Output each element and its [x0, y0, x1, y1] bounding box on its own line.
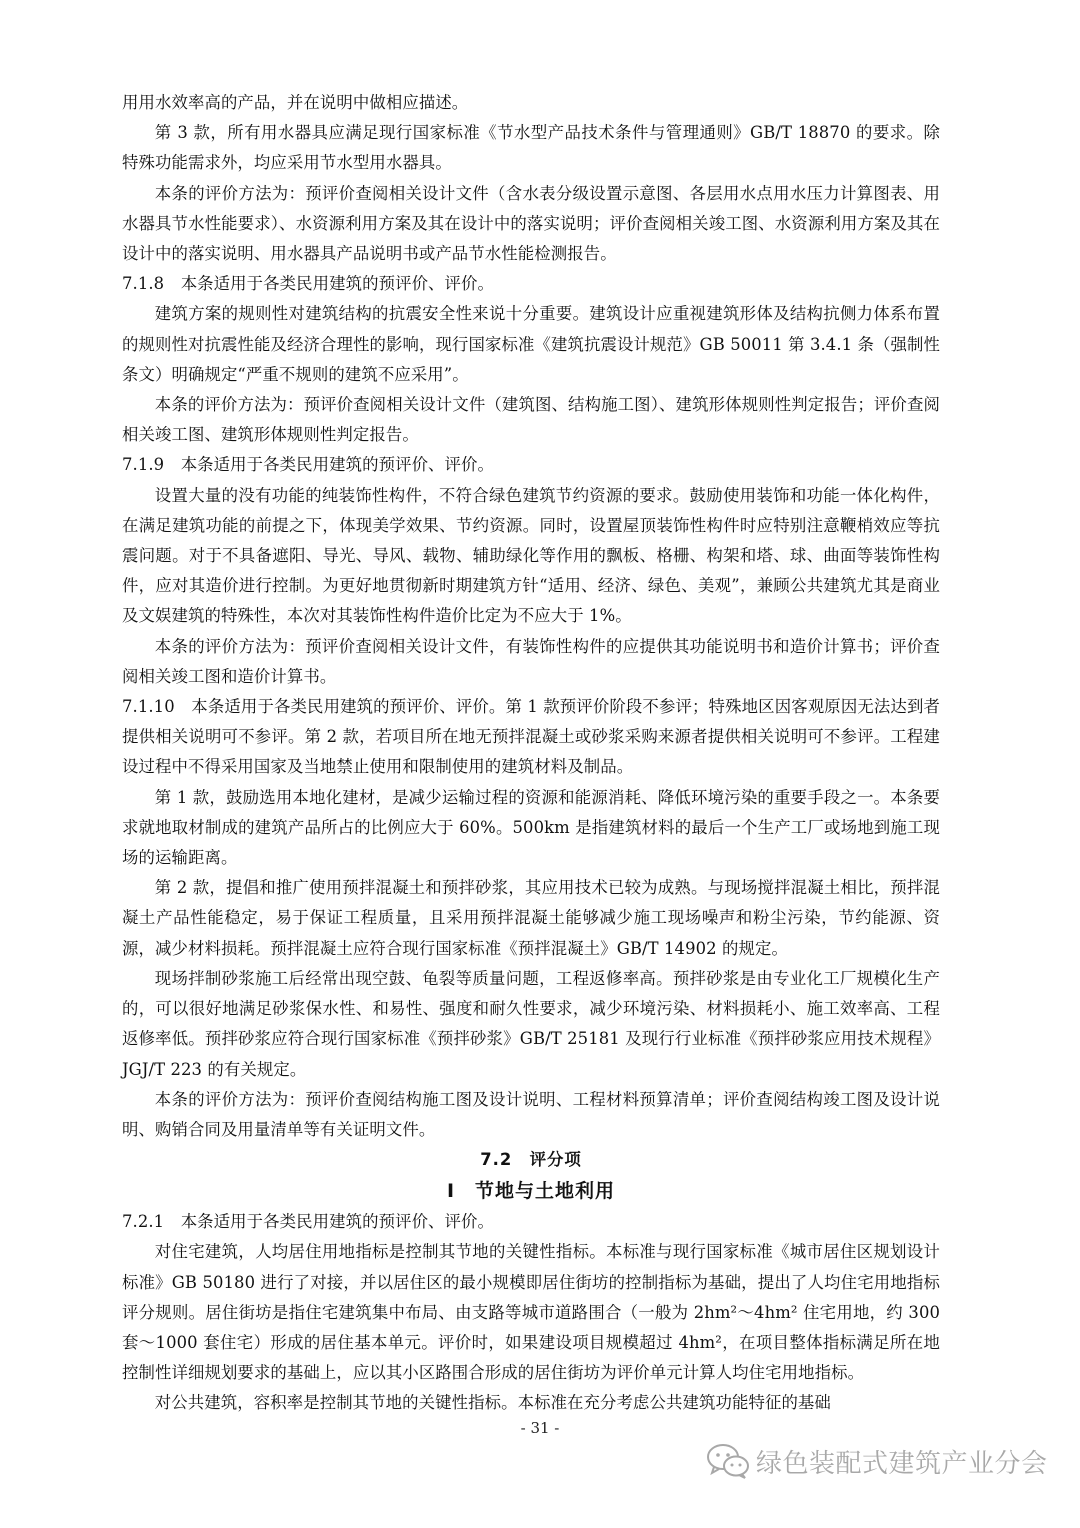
paragraph-8: 设置大量的没有功能的纯装饰性构件，不符合绿色建筑节约资源的要求。鼓励使用装饰和功能一体化构件，在满足建筑功能的前提之下，体现美学效果、节约资源。同时，设置屋顶装饰性构件时应特别注意鞭梢效应等抗震问题。对于不具备遮阳、导光、导风、载物、辅助绿化等作用的飘板、格栅、构架和塔、球、曲面等装饰性构件，应对其造价进行控制。为更好地贯彻新时期建筑方针“适用、经济、绿色、美观”，兼顾公共建筑尤其是商业及文娱建筑的特殊性，本次对其装饰性构件造价比定为不应大于 1%。 — [122, 485, 940, 626]
paragraph-6: 本条的评价方法为：预评价查阅相关设计文件（建筑图、结构施工图）、建筑形体规则性判定报告；评价查阅相关竣工图、建筑形体规则性判定报告。 — [122, 395, 940, 445]
clause-7-2-1: 7.2.1 本条适用于各类民用建筑的预评价、评价。 — [122, 1212, 495, 1232]
wechat-icon — [706, 1442, 750, 1480]
paragraph-14: 本条的评价方法为：预评价查阅结构施工图及设计说明、工程材料预算清单；评价查阅结构竣工图及设计说明、购销合同及用量清单等有关证明文件。 — [122, 1089, 940, 1139]
clause-7-1-9: 7.1.9 本条适用于各类民用建筑的预评价、评价。 — [122, 455, 495, 475]
paragraph-2: 第 3 款，所有用水器具应满足现行国家标准《节水型产品技术条件与管理通则》GB/T 18870 的要求。除特殊功能需求外，均应采用节水型用水器具。 — [122, 123, 940, 173]
paragraph-17: 对公共建筑，容积率是控制其节地的关键性指标。本标准在充分考虑公共建筑功能特征的基础 — [154, 1393, 831, 1413]
paragraph-1: 用用水效率高的产品，并在说明中做相应描述。 — [122, 93, 469, 112]
page-number: - 31 - — [520, 1419, 560, 1437]
clause-7-1-8: 7.1.8 本条适用于各类民用建筑的预评价、评价。 — [122, 274, 495, 294]
sub-title: Ⅰ 节地与土地利用 — [446, 1180, 616, 1203]
watermark — [706, 1436, 1048, 1486]
clause-7-1-10: 7.1.10 本条适用于各类民用建筑的预评价、评价。第 1 款预评价阶段不参评；特殊地区因客观原因无法达到者提供相关说明可不参评。第 2 款，若项目所在地无预拌混凝土或砂浆采购来源者提供相关说明可不参评。工程建设过程中不得采用国家及当地禁止使用和限制使用的建筑材料及制品。 — [122, 697, 940, 777]
paragraph-12: 第 2 款，提倡和推广使用预拌混凝土和预拌砂浆，其应用技术已较为成熟。与现场搅拌混凝土相比，预拌混凝土产品性能稳定，易于保证工程质量，且采用预拌混凝土能够减少施工现场噪声和粉尘污染，节约能源、资源，减少材料损耗。预拌混凝土应符合现行国家标准《预拌混凝土》GB/T 14902 的规定。 — [122, 878, 940, 958]
paragraph-5: 建筑方案的规则性对建筑结构的抗震安全性来说十分重要。建筑设计应重视建筑形体及结构抗侧力体系布置的规则性对抗震性能及经济合理性的影响，现行国家标准《建筑抗震设计规范》GB 50011 第 3.4.1 条（强制性条文）明确规定“严重不规则的建筑不应采用”。 — [122, 304, 940, 384]
document-body — [122, 88, 940, 1419]
paragraph-13: 现场拌制砂浆施工后经常出现空鼓、龟裂等质量问题，工程返修率高。预拌砂浆是由专业化工厂规模化生产的，可以很好地满足砂浆保水性、和易性、强度和耐久性要求，减少环境污染、材料损耗小、施工效率高、工程返修率低。预拌砂浆应符合现行国家标准《预拌砂浆》GB/T 25181 及现行行业标准《预拌砂浆应用技术规程》JGJ/T 223 的有关规定。 — [122, 968, 940, 1079]
paragraph-9: 本条的评价方法为：预评价查阅相关设计文件，有装饰性构件的应提供其功能说明书和造价计算书；评价查阅相关竣工图和造价计算书。 — [122, 636, 940, 686]
paragraph-16: 对住宅建筑，人均居住用地指标是控制其节地的关键性指标。本标准与现行国家标准《城市居住区规划设计标准》GB 50180 进行了对接，并以居住区的最小规模即居住街坊的控制指标为基础，提出了人均住宅用地指标评分规则。居住街坊是指住宅建筑集中布局、由支路等城市道路围合（一般为 2hm²～4hm² 住宅用地，约 300 套～1000 套住宅）形成的居住基本单元。评价时，如果建设项目规模超过 4hm²，在项目整体指标满足所在地控制性详细规划要求的基础上，应以其小区路围合形成的居住街坊为评价单元计算人均住宅用地指标。 — [122, 1242, 940, 1383]
watermark-text: 绿色装配式建筑产业分会 — [756, 1448, 1048, 1479]
paragraph-3: 本条的评价方法为：预评价查阅相关设计文件（含水表分级设置示意图、各层用水点用水压力计算图表、用水器具节水性能要求）、水资源利用方案及其在设计中的落实说明；评价查阅相关竣工图、水资源利用方案及其在设计中的落实说明、用水器具产品说明书或产品节水性能检测报告。 — [122, 183, 940, 264]
section-title: 7.2 评分项 — [480, 1150, 582, 1170]
paragraph-11: 第 1 款，鼓励选用本地化建材，是减少运输过程的资源和能源消耗、降低环境污染的重要手段之一。本条要求就地取材制成的建筑产品所占的比例应大于 60%。500km 是指建筑材料的最后一个生产工厂或场地到施工现场的运输距离。 — [122, 787, 940, 868]
